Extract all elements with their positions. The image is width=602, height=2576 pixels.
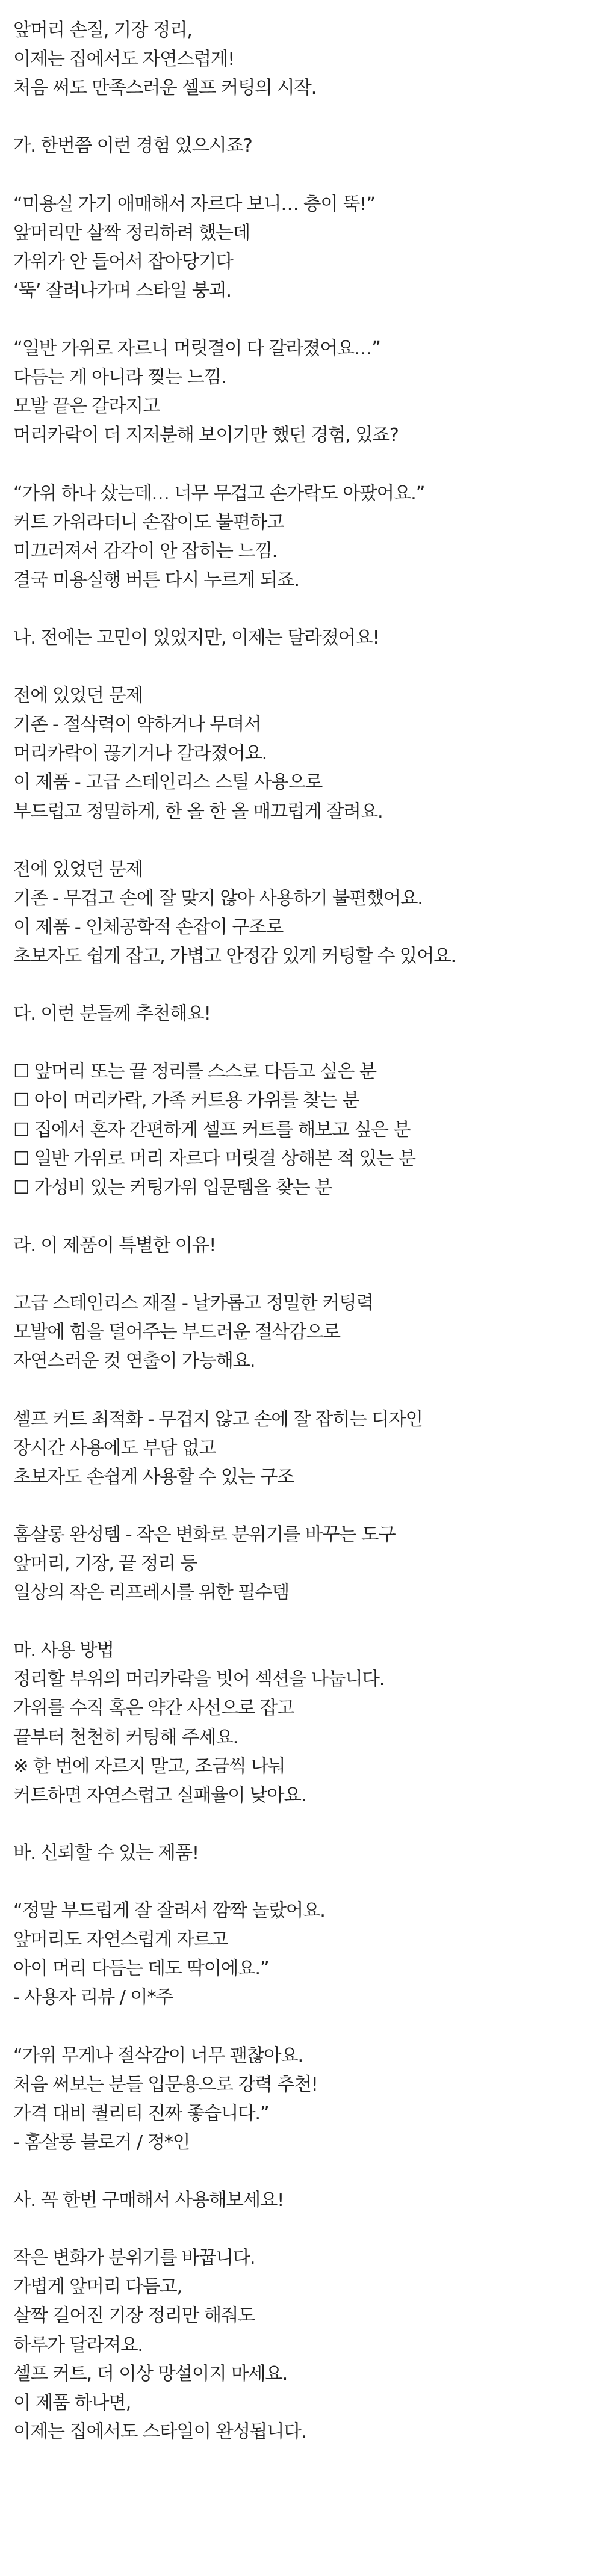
text-line: 앞머리도 자연스럽게 자르고 (13, 1929, 228, 1951)
paragraph-spacer (13, 595, 602, 624)
text-paragraph (13, 1839, 602, 1868)
paragraph-spacer (13, 827, 602, 855)
text-line: 다듬는 게 아니라 찢는 느낌. (13, 367, 226, 389)
text-paragraph (13, 624, 602, 653)
text-line: 나. 전에는 고민이 있었지만, 이제는 달라졌어요! (13, 627, 379, 649)
paragraph-spacer (13, 2215, 602, 2244)
text-line: 이제는 집에서도 스타일이 완성됩니다. (13, 2421, 306, 2442)
paragraph-spacer (13, 306, 602, 334)
text-line: 사. 꼭 한번 구매해서 사용해보세요! (13, 2190, 284, 2211)
text-paragraph (13, 2244, 602, 2447)
text-line: 정리할 부위의 머리카락을 빗어 섹션을 나눕니다. (13, 1669, 385, 1690)
text-paragraph (13, 2042, 602, 2157)
text-line: 처음 써도 만족스러운 셀프 커팅의 시작. (13, 78, 317, 99)
text-paragraph (13, 682, 602, 826)
paragraph-spacer (13, 1203, 602, 1231)
text-line: 가위를 수직 혹은 약간 사선으로 잡고 (13, 1698, 294, 1719)
paragraph-spacer (13, 653, 602, 682)
text-paragraph (13, 16, 602, 103)
text-line: 이 제품 - 인체공학적 손잡이 구조로 (13, 916, 283, 938)
text-paragraph (13, 1000, 602, 1029)
text-paragraph (13, 190, 602, 306)
text-paragraph (13, 1897, 602, 2012)
text-line: 모발에 힘을 덜어주는 부드러운 절삭감으로 (13, 1322, 340, 1343)
text-line: ☐ 앞머리 또는 끝 정리를 스스로 다듬고 싶은 분 (13, 1061, 376, 1083)
paragraph-spacer (13, 103, 602, 132)
text-line: 커트 가위라더니 손잡이도 불편하고 (13, 511, 284, 533)
text-line: 하루가 달라져요. (13, 2334, 143, 2356)
text-line: “가위 무게나 절삭감이 너무 괜찮아요. (13, 2045, 303, 2066)
text-line: ☐ 일반 가위로 머리 자르다 머릿결 상해본 적 있는 분 (13, 1148, 415, 1169)
text-line: ☐ 집에서 혼자 간편하게 셀프 커트를 해보고 싶은 분 (13, 1119, 411, 1141)
text-line: “미용실 가기 애매해서 자르다 보니… 층이 뚝!” (13, 193, 375, 215)
text-line: 모발 끝은 갈라지고 (13, 396, 160, 418)
text-paragraph (13, 2186, 602, 2215)
text-paragraph (13, 1058, 602, 1202)
text-line: 머리카락이 더 지저분해 보이기만 했던 경험, 있죠? (13, 425, 399, 446)
text-line: 처음 써보는 분들 입문용으로 강력 추천! (13, 2074, 318, 2095)
text-line: 앞머리만 살짝 정리하려 했는데 (13, 222, 250, 244)
text-line: 기존 - 절삭력이 약하거나 무뎌서 (13, 714, 261, 736)
text-line: 부드럽고 정밀하게, 한 올 한 올 매끄럽게 잘려요. (13, 801, 383, 822)
text-line: 라. 이 제품이 특별한 이유! (13, 1234, 216, 1256)
text-line: 이 제품 - 고급 스테인리스 스틸 사용으로 (13, 772, 322, 793)
text-line: 기존 - 무겁고 손에 잘 맞지 않아 사용하기 불편했어요. (13, 887, 423, 909)
text-paragraph (13, 1231, 602, 1260)
paragraph-spacer (13, 1029, 602, 1058)
text-line: 커트하면 자연스럽고 실패율이 낮아요. (13, 1784, 306, 1806)
text-line: “일반 가위로 자르니 머릿결이 다 갈라졌어요…” (13, 338, 380, 360)
text-line: 살짝 길어진 기장 정리만 해줘도 (13, 2305, 255, 2327)
text-line: 초보자도 손쉽게 사용할 수 있는 구조 (13, 1466, 294, 1488)
text-line: ☐ 아이 머리카락, 가족 커트용 가위를 찾는 분 (13, 1090, 359, 1112)
text-line: 전에 있었던 문제 (13, 858, 143, 880)
text-line: 가. 한번쯤 이런 경험 있으시죠? (13, 135, 252, 157)
text-line: “정말 부드럽게 잘 잘려서 깜짝 놀랐어요. (13, 1900, 325, 1922)
text-line: 작은 변화가 분위기를 바꿉니다. (13, 2248, 255, 2269)
text-line: - 홈살롱 블로거 / 정*인 (13, 2131, 190, 2153)
paragraph-spacer (13, 450, 602, 479)
text-line: ※ 한 번에 자르지 말고, 조금씩 나눠 (13, 1755, 285, 1777)
paragraph-spacer (13, 1260, 602, 1289)
text-line: 앞머리 손질, 기장 정리, (13, 20, 192, 41)
text-line: 가격 대비 퀄리티 진짜 좋습니다.” (13, 2103, 269, 2124)
paragraph-spacer (13, 1810, 602, 1839)
text-line: 결국 미용실행 버튼 다시 누르게 되죠. (13, 569, 299, 591)
text-paragraph (13, 132, 602, 161)
paragraph-spacer (13, 1376, 602, 1405)
text-line: 앞머리, 기장, 끝 정리 등 (13, 1553, 197, 1574)
text-line: 고급 스테인리스 재질 - 날카롭고 정밀한 커팅력 (13, 1293, 373, 1314)
text-line: 초보자도 쉽게 잡고, 가볍고 안정감 있게 커팅할 수 있어요. (13, 946, 456, 967)
text-line: 자연스러운 컷 연출이 가능해요. (13, 1351, 255, 1372)
text-line: - 사용자 리뷰 / 이*주 (13, 1987, 173, 2009)
paragraph-spacer (13, 1868, 602, 1897)
paragraph-spacer (13, 1607, 602, 1636)
text-paragraph (13, 855, 602, 971)
text-line: 이제는 집에서도 자연스럽게! (13, 49, 235, 70)
paragraph-spacer (13, 161, 602, 190)
text-line: 다. 이런 분들께 추천해요! (13, 1003, 211, 1025)
text-line: 가위가 안 들어서 잡아당기다 (13, 251, 233, 273)
paragraph-spacer (13, 1492, 602, 1521)
text-line: 아이 머리 다듬는 데도 딱이에요.” (13, 1958, 269, 1980)
text-line: 셀프 커트 최적화 - 무겁지 않고 손에 잘 잡히는 디자인 (13, 1408, 423, 1430)
text-line: 바. 신뢰할 수 있는 제품! (13, 1842, 199, 1864)
text-paragraph (13, 334, 602, 450)
text-line: “가위 하나 샀는데… 너무 무겁고 손가락도 아팠어요.” (13, 482, 425, 504)
text-line: 셀프 커트, 더 이상 망설이지 마세요. (13, 2363, 288, 2385)
text-line: 가볍게 앞머리 다듬고, (13, 2276, 182, 2298)
text-paragraph (13, 1405, 602, 1492)
paragraph-spacer (13, 2157, 602, 2186)
text-line: 전에 있었던 문제 (13, 685, 143, 707)
text-line: 일상의 작은 리프레시를 위한 필수템 (13, 1582, 289, 1604)
text-line: ☐ 가성비 있는 커팅가위 입문템을 찾는 분 (13, 1177, 332, 1198)
text-line: 마. 사용 방법 (13, 1640, 114, 1662)
text-line: 끝부터 천천히 커팅해 주세요. (13, 1727, 238, 1748)
text-paragraph (13, 1289, 602, 1376)
text-paragraph (13, 479, 602, 595)
text-line: ‘뚝’ 잘려나가며 스타일 붕괴. (13, 280, 231, 301)
text-line: 이 제품 하나면, (13, 2392, 131, 2414)
paragraph-spacer (13, 2012, 602, 2041)
text-paragraph (13, 1636, 602, 1810)
text-line: 머리카락이 끊기거나 갈라졌어요. (13, 743, 267, 765)
text-line: 미끄러져서 감각이 안 잡히는 느낌. (13, 540, 278, 562)
text-paragraph (13, 1521, 602, 1607)
text-line: 장시간 사용에도 부담 없고 (13, 1437, 216, 1459)
paragraph-spacer (13, 971, 602, 1000)
text-line: 홈살롱 완성템 - 작은 변화로 분위기를 바꾸는 도구 (13, 1524, 396, 1545)
